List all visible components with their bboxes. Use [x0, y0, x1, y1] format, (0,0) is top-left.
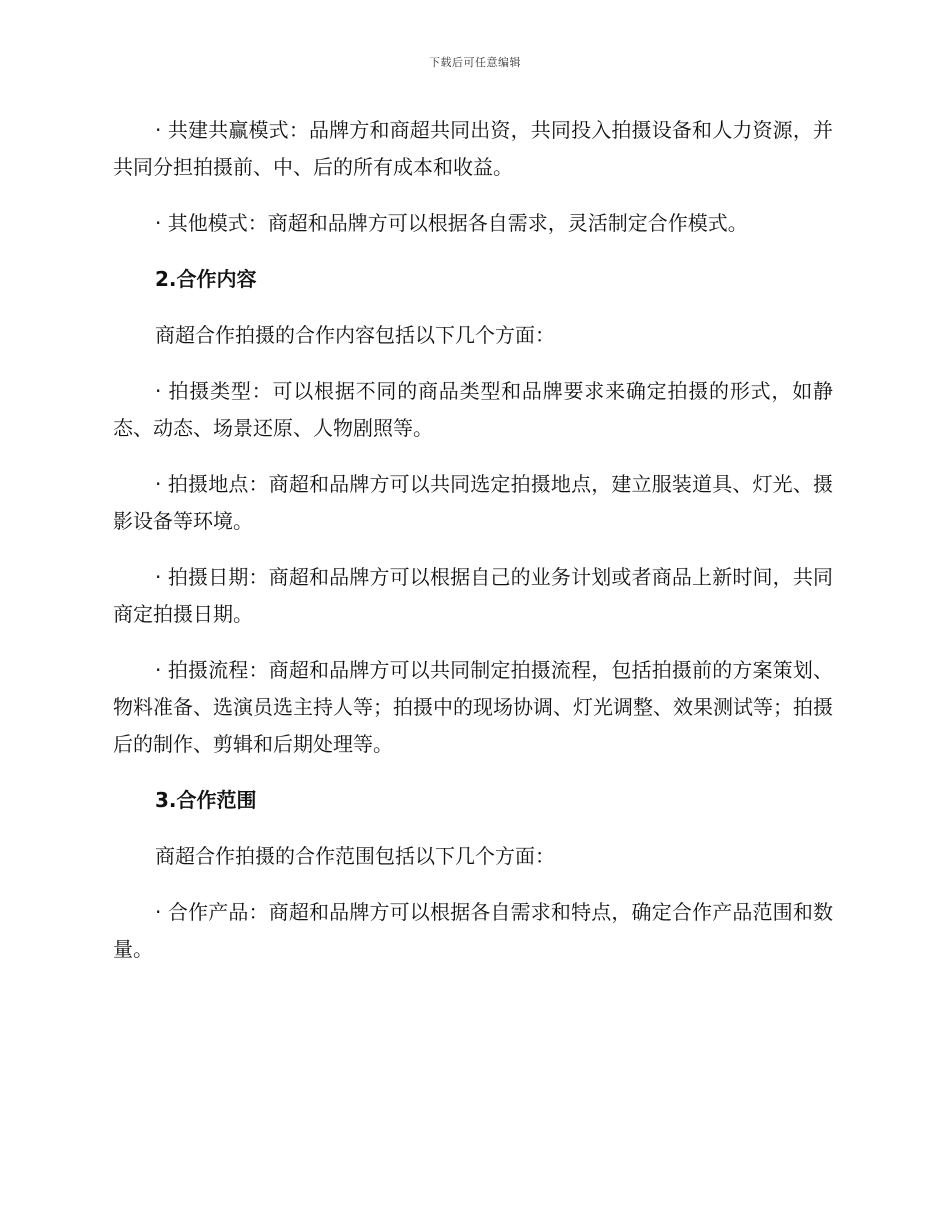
paragraph-other-model: · 其他模式：商超和品牌方可以根据各自需求，灵活制定合作模式。 [155, 211, 748, 235]
paragraph-content-intro: 商超合作拍摄的合作内容包括以下几个方面： [155, 323, 555, 347]
paragraph-shoot-date: · 拍摄日期：商超和品牌方可以根据自己的业务计划或者商品上新时间，共同商定拍摄日期。 [113, 565, 833, 626]
paragraph-shoot-type: · 拍摄类型：可以根据不同的商品类型和品牌要求来确定拍摄的形式，如静态、动态、场景还原、人物剧照等。 [113, 379, 833, 440]
paragraph-scope-intro: 商超合作拍摄的合作范围包括以下几个方面： [155, 844, 555, 868]
paragraph-shoot-location: · 拍摄地点：商超和品牌方可以共同选定拍摄地点，建立服装道具、灯光、摄影设备等环境。 [113, 472, 833, 533]
paragraph-cooperation-products: · 合作产品：商超和品牌方可以根据各自需求和特点，确定合作产品范围和数量。 [113, 900, 833, 961]
page-header: 下载后可任意编辑 [429, 56, 521, 69]
paragraph-shoot-process: · 拍摄流程：商超和品牌方可以共同制定拍摄流程，包括拍摄前的方案策划、物料准备、选演员选主持人等；拍摄中的现场协调、灯光调整、效果测试等；拍摄后的制作、剪辑和后期处理等。 [113, 658, 833, 756]
paragraph-cowin-model: · 共建共赢模式：品牌方和商超共同出资，共同投入拍摄设备和人力资源，并共同分担拍摄前、中、后的所有成本和收益。 [113, 118, 833, 179]
section-heading-content: 2.合作内容 [155, 267, 257, 291]
section-heading-scope: 3.合作范围 [155, 788, 257, 812]
document-body [113, 112, 833, 987]
